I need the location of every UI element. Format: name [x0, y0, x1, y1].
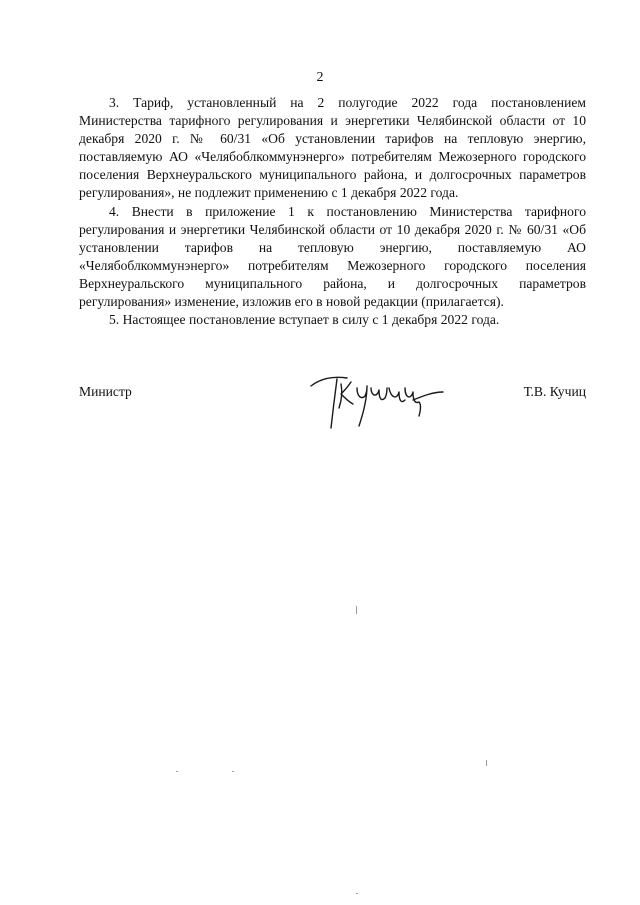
document-body — [79, 94, 586, 329]
paragraph-3: 3. Тариф, установленный на 2 полугодие 2022 года постановлением Министерства тарифного регулирования и энергетики Челябинской области от 10 декабря 2020 г. № 60/31 «Об установлении тарифов на тепловую энергию, поставляемую АО «Челябоблкоммунэнерго» потребителям Межозерного городского поселения Верхнеуральского муниципального района, и долгосрочных параметров регулирования», не подлежит применению с 1 декабря 2022 года. — [79, 95, 586, 201]
page-number: 2 — [316, 70, 324, 85]
scan-speck — [176, 771, 178, 772]
scan-speck — [232, 771, 234, 772]
paragraph-4: 4. Внести в приложение 1 к постановлению Министерства тарифного регулирования и энергетики Челябинской области от 10 декабря 2020 г. № 60/31 «Об установлении тарифов на тепловую энергию, поставляемую АО «Челябоблкоммунэнерго» потребителям Межозерного городского поселения Верхнеуральского муниципального района, и долгосрочных параметров регулирования» изменение, изложив его в новой редакции (прилагается). — [79, 203, 586, 310]
signatory-name: Т.В. Кучиц — [523, 384, 586, 399]
paragraph-5: 5. Настоящее постановление вступает в силу с 1 декабря 2022 года. — [109, 312, 500, 328]
scan-speck — [486, 760, 487, 766]
scan-speck — [356, 606, 357, 614]
signatory-title: Министр — [79, 384, 132, 399]
signature-block — [79, 370, 586, 440]
handwritten-signature — [307, 370, 447, 434]
scan-speck — [356, 893, 358, 894]
